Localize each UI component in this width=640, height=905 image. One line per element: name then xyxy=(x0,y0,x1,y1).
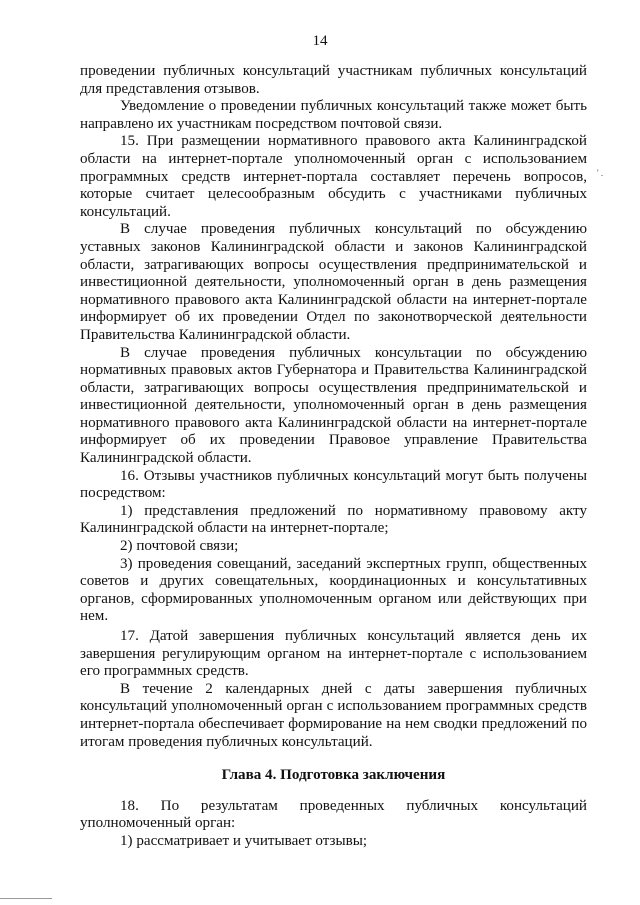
paragraph: В случае проведения публичных консультаций по обсуждению уставных законов Калининградской области и законов Калининградской области, затрагивающих вопросы осуществления предпринимательской и инвестиционной деятельности, уполномоченный орган в день размещения нормативного правового акта Калининградской области на интернет-портале информирует об их проведении Отдел по законотворческой деятельности Правительства Калининградской области. xyxy=(80,221,587,343)
document-body xyxy=(80,63,587,851)
paragraph: 18. По результатам проведенных публичных консультаций уполномоченный орган: xyxy=(80,797,587,832)
list-item: 3) проведения совещаний, заседаний экспертных групп, общественных советов и других совещательных, координационных и консультативных органов, сформированных уполномоченным органом или действующих при нем. xyxy=(80,555,587,625)
margin-mark: ' . xyxy=(597,168,604,178)
paragraph: Уведомление о проведении публичных консультаций также может быть направлено их участникам посредством почтовой связи. xyxy=(80,98,587,132)
paragraph: 15. При размещении нормативного правового акта Калининградской области на интернет-портале уполномоченный орган с использованием программных средств интернет-портала составляет перечень вопросов, которые считает целесообразным обсудить с участниками публичных консультаций. xyxy=(80,133,587,220)
paragraph: В случае проведения публичных консультации по обсуждению нормативных правовых актов Губернатора и Правительства Калининградской области, затрагивающих вопросы осуществления предпринимательской и инвестиционной деятельности, уполномоченный орган в день размещения нормативного правового акта Калининградской области на интернет-портале информирует об их проведении Правовое управление Правительства Калининградской области. xyxy=(80,344,587,467)
paragraph: В течение 2 календарных дней с даты завершения публичных консультаций уполномоченный орган с использованием программных средств интернет-портала обеспечивает формирование на нем сводки предложений по итогам проведения публичных консультаций. xyxy=(80,680,587,750)
list-item: 2) почтовой связи; xyxy=(120,538,239,555)
paragraph: 17. Датой завершения публичных консультаций является день их завершения регулирующим органом на интернет-портале с использованием его программных средств. xyxy=(80,628,587,680)
list-item: 1) рассматривает и учитывает отзывы; xyxy=(120,832,368,849)
chapter-heading: Глава 4. Подготовка заключения xyxy=(221,767,446,784)
page-number: 14 xyxy=(312,33,328,49)
paragraph: проведении публичных консультаций участникам публичных консультаций для представления отзывов. xyxy=(80,63,587,97)
list-item: 1) представления предложений по нормативному правовому акту Калининградской области на интернет-портале; xyxy=(80,502,587,537)
footer-divider xyxy=(0,898,52,899)
paragraph: 16. Отзывы участников публичных консультаций могут быть получены посредством: xyxy=(80,467,587,502)
